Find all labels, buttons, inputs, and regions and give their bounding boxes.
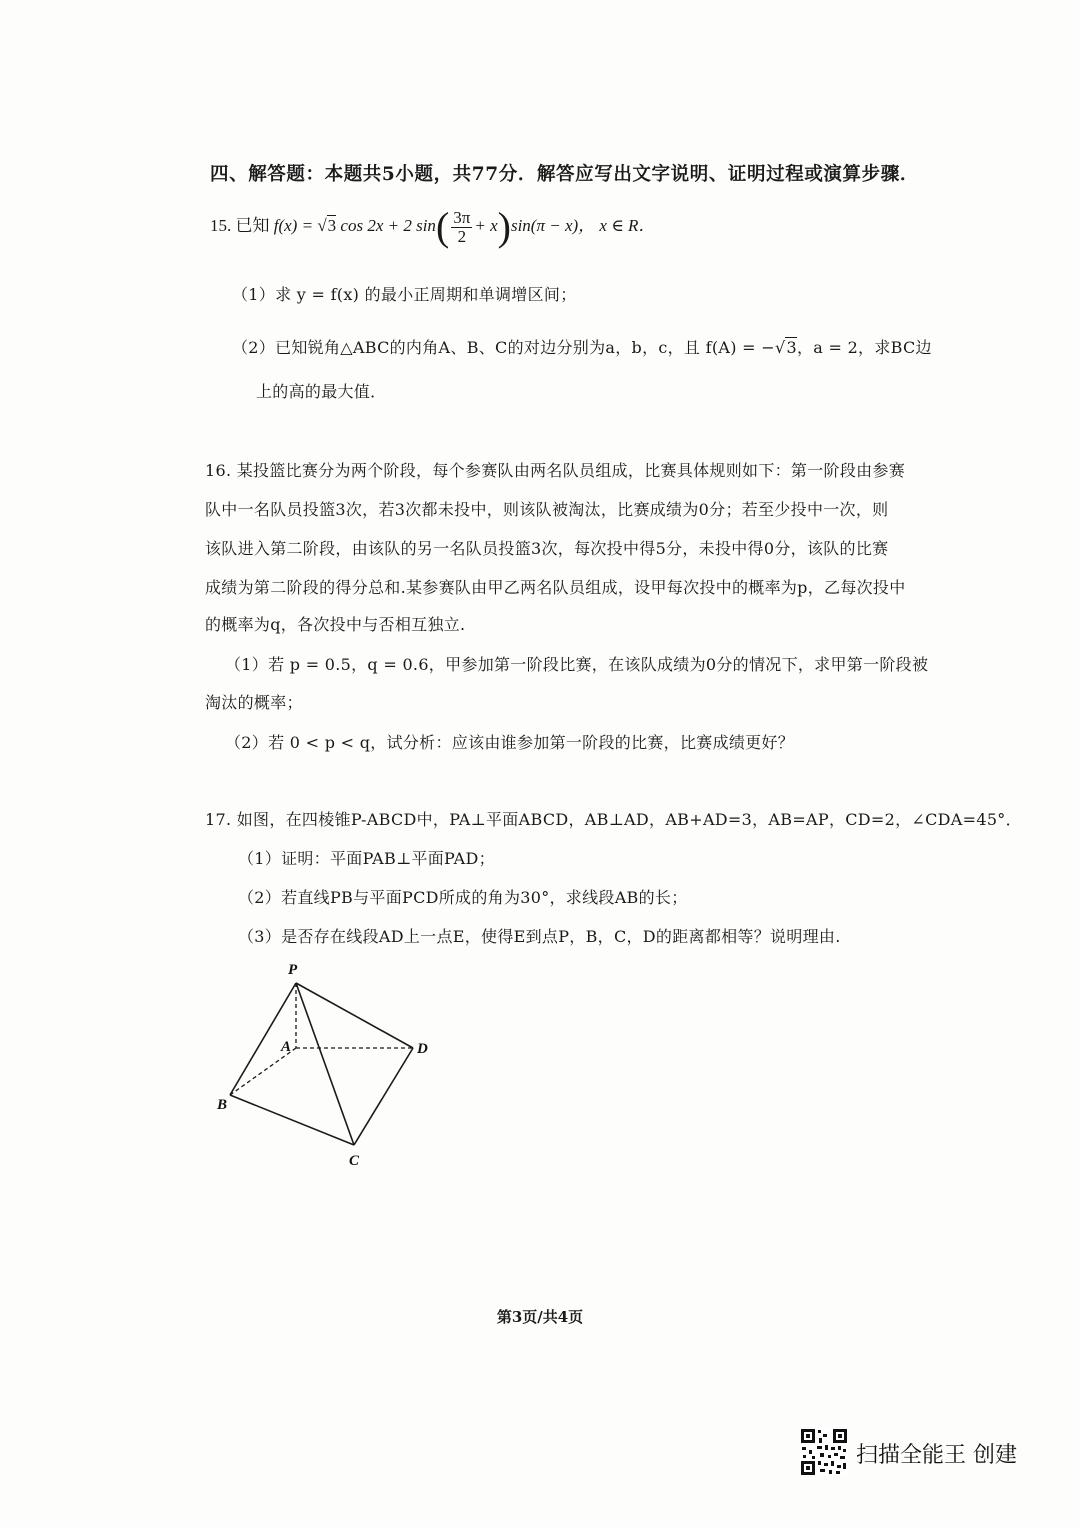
q15-part2-cont: 上的高的最大值． bbox=[256, 382, 387, 401]
q15-number: 15. bbox=[210, 215, 232, 235]
qr-code-icon bbox=[800, 1428, 848, 1476]
q16-line4: 成绩为第二阶段的得分总和.某参赛队由甲乙两名队员组成，设甲每次投中的概率为p，乙每次投中 bbox=[205, 578, 906, 597]
q16-part1-cont: 淘汰的概率； bbox=[205, 693, 303, 712]
label-C: C bbox=[349, 1153, 360, 1169]
q15-expr-in: + x bbox=[474, 215, 498, 235]
q15-frac-den: 2 bbox=[457, 226, 467, 246]
q17-part1: （1）证明：平面PAB⊥平面PAD； bbox=[238, 849, 495, 868]
edge-CD bbox=[354, 1048, 413, 1145]
q16-line3: 该队进入第二阶段，由该队的另一名队员投篮3次，每次投中得5分，未投中得0分，该队的比赛 bbox=[205, 539, 889, 558]
edge-AB bbox=[230, 1048, 296, 1095]
edge-BC bbox=[230, 1095, 354, 1145]
q16-line1: 16. 某投篮比赛分为两个阶段，每个参赛队由两名队员组成，比赛具体规则如下：第一阶段由参赛 bbox=[205, 461, 906, 480]
q15-part1: （1）求 y = f(x) 的最小正周期和单调增区间； bbox=[232, 285, 577, 304]
q15-expr-left: f(x) = bbox=[273, 215, 318, 235]
q15-part2-sqrt3: 3 bbox=[786, 338, 797, 357]
section-header: 四、解答题：本题共5小题，共77分．解答应写出文字说明、证明过程或演算步骤． bbox=[210, 164, 919, 185]
q15-part2-sqrt: √ bbox=[774, 338, 786, 357]
q16-part2: （2）若 0 < p < q，试分析：应该由谁参加第一阶段的比赛，比赛成绩更好？ bbox=[225, 733, 795, 752]
q15-part2-a: （2）已知锐角△ABC的内角A、B、C的对边分别为a，b，c，且 f(A) = − bbox=[232, 338, 775, 357]
q15-fraction bbox=[451, 209, 472, 246]
q15-expr-right: sin(π − x)， bbox=[510, 215, 596, 235]
q16-line5: 的概率为q，各次投中与否相互独立. bbox=[205, 615, 466, 634]
q15-frac-num: 3π bbox=[453, 207, 471, 227]
label-A: A bbox=[281, 1039, 292, 1055]
q16-part1: （1）若 p = 0.5，q = 0.6，甲参加第一阶段比赛，在该队成绩为0分的情况下，求甲第一阶段被 bbox=[225, 655, 929, 674]
pyramid-figure bbox=[200, 955, 450, 1175]
q15-expr-cos: cos 2x + 2 sin bbox=[340, 215, 436, 235]
q17-stem: 17. 如图，在四棱锥P-ABCD中，PA⊥平面ABCD，AB⊥AD，AB+AD=3，AB=AP，CD=2，∠CDA=45°． bbox=[205, 810, 1022, 829]
page-footer: 第3页/共4页 bbox=[496, 1308, 584, 1326]
q17-part3: （3）是否存在线段AD上一点E，使得E到点P，B，C，D的距离都相等？说明理由. bbox=[238, 927, 841, 946]
edge-PC bbox=[296, 983, 354, 1145]
label-B: B bbox=[217, 1097, 228, 1113]
q16-line2: 队中一名队员投篮3次，若3次都未投中，则该队被淘汰，比赛成绩为0分；若至少投中一次，则 bbox=[205, 500, 889, 519]
edge-PD bbox=[296, 983, 413, 1048]
label-P: P bbox=[288, 962, 298, 978]
q15-intro: 已知 bbox=[235, 215, 270, 235]
q15-domain: x ∈ R． bbox=[599, 215, 656, 235]
q15-sqrt3: 3 bbox=[327, 215, 337, 235]
q15-part2-b: ，a = 2，求BC边 bbox=[796, 338, 932, 357]
watermark-text: 扫描全能王 创建 bbox=[856, 1443, 1017, 1468]
q17-part2: （2）若直线PB与平面PCD所成的角为30°，求线段AB的长； bbox=[238, 888, 688, 907]
q15-part2 bbox=[232, 335, 932, 358]
q15-stem: 15. 已知 f(x) = √3 cos 2x + 2 sin( $\frac{3\pi}{2}$ + x)sin(π − x)， x ∈ R． bbox=[210, 204, 656, 249]
label-D: D bbox=[417, 1041, 428, 1057]
